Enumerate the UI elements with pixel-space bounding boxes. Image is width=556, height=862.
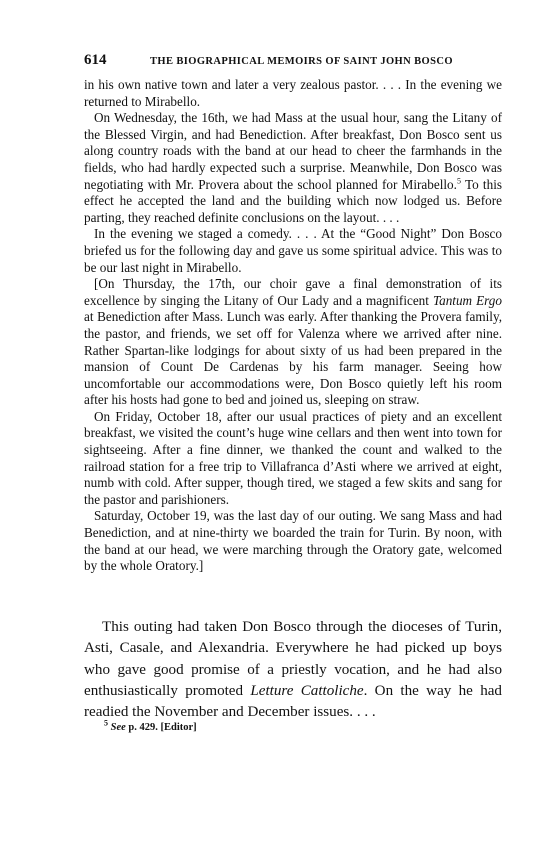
- footnote-mark: 5: [104, 718, 108, 728]
- paragraph-6: Saturday, October 19, was the last day of our outing. We sang Mass and had Benediction, and at nine-thirty we boarded the train for Turin. By noon, with the band at our head, we were marching through the Oratory gate, welcomed by the whole Oratory.]: [84, 508, 502, 574]
- paragraph-4-part-a: [On Thursday, the 17th, our choir gave a final demonstration of its excellence by singing the Litany of Our Lady and a magnificent: [84, 276, 502, 308]
- paragraph-7-part-a: This outing had taken Don Bosco through the dioceses of Turin, Asti, Casale, and Alexandria. Everywhere he had picked up boys who gave good promise of a priestly vocation, and he had also enthusiastically promoted: [84, 619, 502, 699]
- paragraph-4: [84, 276, 502, 409]
- paragraph-2: [84, 110, 502, 226]
- page-number: 614: [84, 52, 107, 68]
- paragraph-7: [84, 617, 502, 723]
- main-text: [84, 617, 502, 723]
- paragraph-3: In the evening we staged a comedy. . . . At the “Good Night” Don Bosco briefed us for the following day and gave us some spiritual advice. This was to be our last night in Mirabello.: [84, 226, 502, 275]
- footnote-reference: 5: [456, 176, 461, 186]
- paragraph-7-part-b: . On the way he had readied the November and December issues. . . .: [84, 682, 502, 721]
- page-header: [84, 52, 502, 69]
- paragraph-2-part-a: On Wednesday, the 16th, we had Mass at the usual hour, sang the Litany of the Blessed Virgin, and had Benediction. After breakfast, Don Bosco sent us along country roads with the band at our head to cheer the farmhands in the fields, who had hardly expected such a surprise. Meanwhile, Don Bosco was negotiating with Mr. Provera about the school planned for Mirabello.: [84, 110, 502, 192]
- paragraph-4-part-b: at Benediction after Mass. Lunch was early. After thanking the Provera family, the pastor, and friends, we set off for Valenza where we arrived after nine. Rather Spartan-like lodgings for about sixty of us had been prepared in the mansion of Count De Cardenas by his farm manager. Seeing how uncomfortable our accommodations were, Don Bosco quietly left his room after his hosts had gone to bed and joined us, sleeping on straw.: [84, 309, 502, 408]
- quoted-diary-text: [84, 77, 502, 575]
- paragraph-5: On Friday, October 18, after our usual practices of piety and an excellent breakfast, we visited the count’s huge wine cellars and then went into town for sightseeing. After a fine dinner, we thanked the count and walked to the railroad station for a free trip to Villafranca d’Asti where we arrived at eight, numb with cold. After supper, though tired, we staged a few skits and sang for the pastor and parishioners.: [84, 408, 502, 507]
- paragraph-7-italic: Letture Cattoliche: [250, 682, 364, 699]
- running-head: THE BIOGRAPHICAL MEMOIRS OF SAINT JOHN BOSCO: [150, 56, 453, 67]
- paragraph-1: in his own native town and later a very zealous pastor. . . . In the evening we returned to Mirabello.: [84, 77, 502, 109]
- paragraph-4-italic: Tantum Ergo: [432, 292, 502, 308]
- footnote-text: p. 429. [Editor]: [125, 722, 197, 733]
- paragraph-2-part-b: To this effect he accepted the land and the building which now lodged us. Before parting, they reached definite conclusions on the layout. . . .: [84, 176, 502, 225]
- footnote: [104, 718, 502, 733]
- footnote-see: See: [110, 722, 126, 733]
